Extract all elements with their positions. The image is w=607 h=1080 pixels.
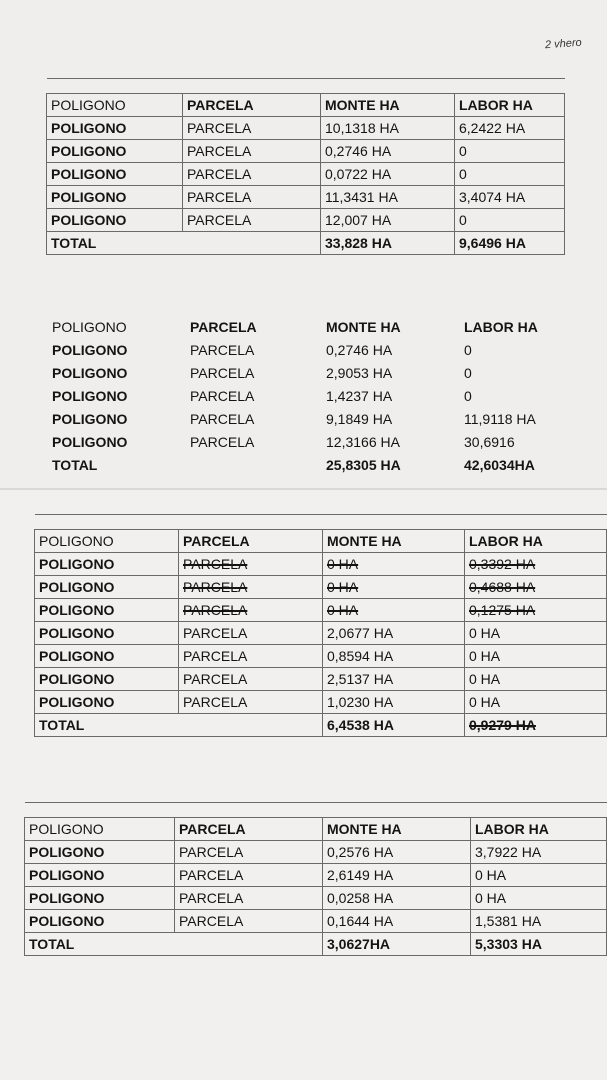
cell-labor: 0 bbox=[464, 341, 472, 358]
cell-labor: 0,1275 HA bbox=[465, 599, 607, 622]
table-total-row bbox=[47, 232, 565, 255]
total-monte: 6,4538 HA bbox=[323, 714, 465, 737]
cell-poligono: POLIGONO bbox=[47, 209, 183, 232]
cell-monte: 0,2746 HA bbox=[326, 341, 393, 358]
table-total-row bbox=[35, 714, 607, 737]
table-header-row bbox=[47, 94, 565, 117]
table-row bbox=[47, 117, 565, 140]
cell-labor: 0 bbox=[464, 387, 472, 404]
table-row bbox=[47, 209, 565, 232]
parcel-table-3 bbox=[34, 514, 607, 737]
cell-poligono: POLIGONO bbox=[52, 433, 128, 450]
cell-monte: 1,4237 HA bbox=[326, 387, 393, 404]
cell-labor: 11,9118 HA bbox=[464, 410, 536, 427]
cell-labor: 0 HA bbox=[471, 887, 607, 910]
cell-poligono: POLIGONO bbox=[25, 864, 175, 887]
table-row bbox=[35, 622, 607, 645]
cell-parcela: PARCELA bbox=[190, 410, 255, 427]
header-monte: MONTE HA bbox=[326, 318, 401, 335]
cell-poligono: POLIGONO bbox=[35, 691, 179, 714]
cell-labor: 3,7922 HA bbox=[471, 841, 607, 864]
cell-poligono: POLIGONO bbox=[52, 364, 128, 381]
cell-parcela: PARCELA bbox=[179, 691, 323, 714]
header-poligono: POLIGONO bbox=[47, 94, 183, 117]
cell-poligono: POLIGONO bbox=[35, 668, 179, 691]
cell-parcela: PARCELA bbox=[175, 864, 323, 887]
table-row-struck bbox=[35, 553, 607, 576]
cell-labor: 0 HA bbox=[465, 622, 607, 645]
cell-labor: 0 HA bbox=[465, 691, 607, 714]
handwritten-note: 2 vhero bbox=[544, 36, 583, 52]
table-top-band bbox=[35, 515, 607, 530]
cell-monte: 2,0677 HA bbox=[323, 622, 465, 645]
header-parcela: PARCELA bbox=[183, 94, 321, 117]
cell-parcela: PARCELA bbox=[179, 576, 323, 599]
header-labor: LABOR HA bbox=[465, 530, 607, 553]
cell-parcela: PARCELA bbox=[183, 117, 321, 140]
cell-parcela: PARCELA bbox=[179, 599, 323, 622]
cell-monte: 10,1318 HA bbox=[321, 117, 455, 140]
total-label: TOTAL bbox=[35, 714, 323, 737]
table-row bbox=[35, 691, 607, 714]
table-header-row bbox=[25, 818, 607, 841]
header-monte: MONTE HA bbox=[321, 94, 455, 117]
cell-labor: 0 bbox=[455, 209, 565, 232]
cell-parcela: PARCELA bbox=[190, 341, 255, 358]
cell-parcela: PARCELA bbox=[190, 433, 255, 450]
cell-monte: 2,9053 HA bbox=[326, 364, 393, 381]
total-monte: 25,8305 HA bbox=[326, 456, 401, 473]
cell-labor: 0 HA bbox=[465, 668, 607, 691]
table-row bbox=[47, 186, 565, 209]
cell-parcela: PARCELA bbox=[179, 668, 323, 691]
cell-poligono: POLIGONO bbox=[47, 117, 183, 140]
cell-labor: 1,5381 HA bbox=[471, 910, 607, 933]
cell-poligono: POLIGONO bbox=[35, 622, 179, 645]
table-row bbox=[47, 163, 565, 186]
header-poligono: POLIGONO bbox=[35, 530, 179, 553]
cell-monte: 0,2576 HA bbox=[323, 841, 471, 864]
total-labor: 42,6034HA bbox=[464, 456, 535, 473]
cell-monte: 0 HA bbox=[323, 599, 465, 622]
table-row bbox=[25, 887, 607, 910]
cell-monte: 0,1644 HA bbox=[323, 910, 471, 933]
header-parcela: PARCELA bbox=[190, 318, 257, 335]
table-row bbox=[25, 864, 607, 887]
table-row bbox=[48, 338, 568, 361]
table-header-row bbox=[35, 530, 607, 553]
cell-monte: 11,3431 HA bbox=[321, 186, 455, 209]
header-labor: LABOR HA bbox=[455, 94, 565, 117]
table-total-row bbox=[25, 933, 607, 956]
header-monte: MONTE HA bbox=[323, 818, 471, 841]
table-row bbox=[48, 407, 568, 430]
table-row bbox=[25, 910, 607, 933]
total-monte: 33,828 HA bbox=[321, 232, 455, 255]
table-row bbox=[48, 384, 568, 407]
cell-labor: 30,6916 bbox=[464, 433, 515, 450]
cell-monte: 1,0230 HA bbox=[323, 691, 465, 714]
table-row bbox=[48, 361, 568, 384]
header-parcela: PARCELA bbox=[175, 818, 323, 841]
total-label: TOTAL bbox=[52, 456, 98, 473]
parcel-table-4 bbox=[24, 802, 607, 956]
cell-parcela: PARCELA bbox=[179, 645, 323, 668]
header-monte: MONTE HA bbox=[323, 530, 465, 553]
table-top-band bbox=[25, 803, 607, 818]
cell-poligono: POLIGONO bbox=[47, 186, 183, 209]
cell-monte: 0,0722 HA bbox=[321, 163, 455, 186]
total-label: TOTAL bbox=[47, 232, 321, 255]
cell-parcela: PARCELA bbox=[175, 910, 323, 933]
cell-poligono: POLIGONO bbox=[52, 387, 128, 404]
cell-labor: 0 HA bbox=[471, 864, 607, 887]
table-row bbox=[47, 140, 565, 163]
cell-labor: 6,2422 HA bbox=[455, 117, 565, 140]
cell-parcela: PARCELA bbox=[183, 209, 321, 232]
table-row bbox=[48, 430, 568, 453]
header-poligono: POLIGONO bbox=[25, 818, 175, 841]
cell-labor: 0 bbox=[464, 364, 472, 381]
cell-monte: 0 HA bbox=[323, 576, 465, 599]
total-labor: 5,3303 HA bbox=[471, 933, 607, 956]
cell-monte: 12,007 HA bbox=[321, 209, 455, 232]
table-total-row bbox=[48, 453, 568, 476]
cell-parcela: PARCELA bbox=[175, 887, 323, 910]
cell-parcela: PARCELA bbox=[190, 364, 255, 381]
table-row bbox=[35, 668, 607, 691]
cell-poligono: POLIGONO bbox=[47, 140, 183, 163]
cell-parcela: PARCELA bbox=[179, 622, 323, 645]
cell-poligono: POLIGONO bbox=[25, 887, 175, 910]
cell-monte: 0,8594 HA bbox=[323, 645, 465, 668]
cell-poligono: POLIGONO bbox=[35, 599, 179, 622]
cell-monte: 0,0258 HA bbox=[323, 887, 471, 910]
cell-poligono: POLIGONO bbox=[35, 576, 179, 599]
total-labor: 9,6496 HA bbox=[455, 232, 565, 255]
header-labor: LABOR HA bbox=[471, 818, 607, 841]
total-monte: 3,0627HA bbox=[323, 933, 471, 956]
header-parcela: PARCELA bbox=[179, 530, 323, 553]
table-header-row bbox=[48, 315, 568, 338]
table-top-band bbox=[47, 79, 565, 94]
cell-monte: 0 HA bbox=[323, 553, 465, 576]
cell-monte: 9,1849 HA bbox=[326, 410, 393, 427]
cell-poligono: POLIGONO bbox=[52, 410, 128, 427]
table-row bbox=[25, 841, 607, 864]
cell-labor: 3,4074 HA bbox=[455, 186, 565, 209]
cell-poligono: POLIGONO bbox=[35, 553, 179, 576]
parcel-table-1 bbox=[46, 78, 565, 255]
cell-parcela: PARCELA bbox=[190, 387, 255, 404]
cell-poligono: POLIGONO bbox=[25, 841, 175, 864]
cell-parcela: PARCELA bbox=[175, 841, 323, 864]
cell-poligono: POLIGONO bbox=[47, 163, 183, 186]
cell-poligono: POLIGONO bbox=[52, 341, 128, 358]
cell-poligono: POLIGONO bbox=[35, 645, 179, 668]
table-row bbox=[35, 645, 607, 668]
cell-parcela: PARCELA bbox=[183, 140, 321, 163]
cell-labor: 0,3392 HA bbox=[465, 553, 607, 576]
header-labor: LABOR HA bbox=[464, 318, 538, 335]
cell-monte: 2,5137 HA bbox=[323, 668, 465, 691]
cell-monte: 2,6149 HA bbox=[323, 864, 471, 887]
table-row-struck bbox=[35, 576, 607, 599]
table-row-struck bbox=[35, 599, 607, 622]
total-labor: 0,9279 HA bbox=[465, 714, 607, 737]
header-poligono: POLIGONO bbox=[52, 318, 127, 335]
total-label: TOTAL bbox=[25, 933, 323, 956]
cell-parcela: PARCELA bbox=[183, 163, 321, 186]
cell-labor: 0 bbox=[455, 163, 565, 186]
cell-monte: 0,2746 HA bbox=[321, 140, 455, 163]
cell-labor: 0,4688 HA bbox=[465, 576, 607, 599]
cell-poligono: POLIGONO bbox=[25, 910, 175, 933]
page-fold-line bbox=[0, 488, 607, 490]
cell-labor: 0 bbox=[455, 140, 565, 163]
cell-parcela: PARCELA bbox=[183, 186, 321, 209]
cell-parcela: PARCELA bbox=[179, 553, 323, 576]
cell-monte: 12,3166 HA bbox=[326, 433, 400, 450]
cell-labor: 0 HA bbox=[465, 645, 607, 668]
parcel-table-2 bbox=[48, 315, 568, 476]
